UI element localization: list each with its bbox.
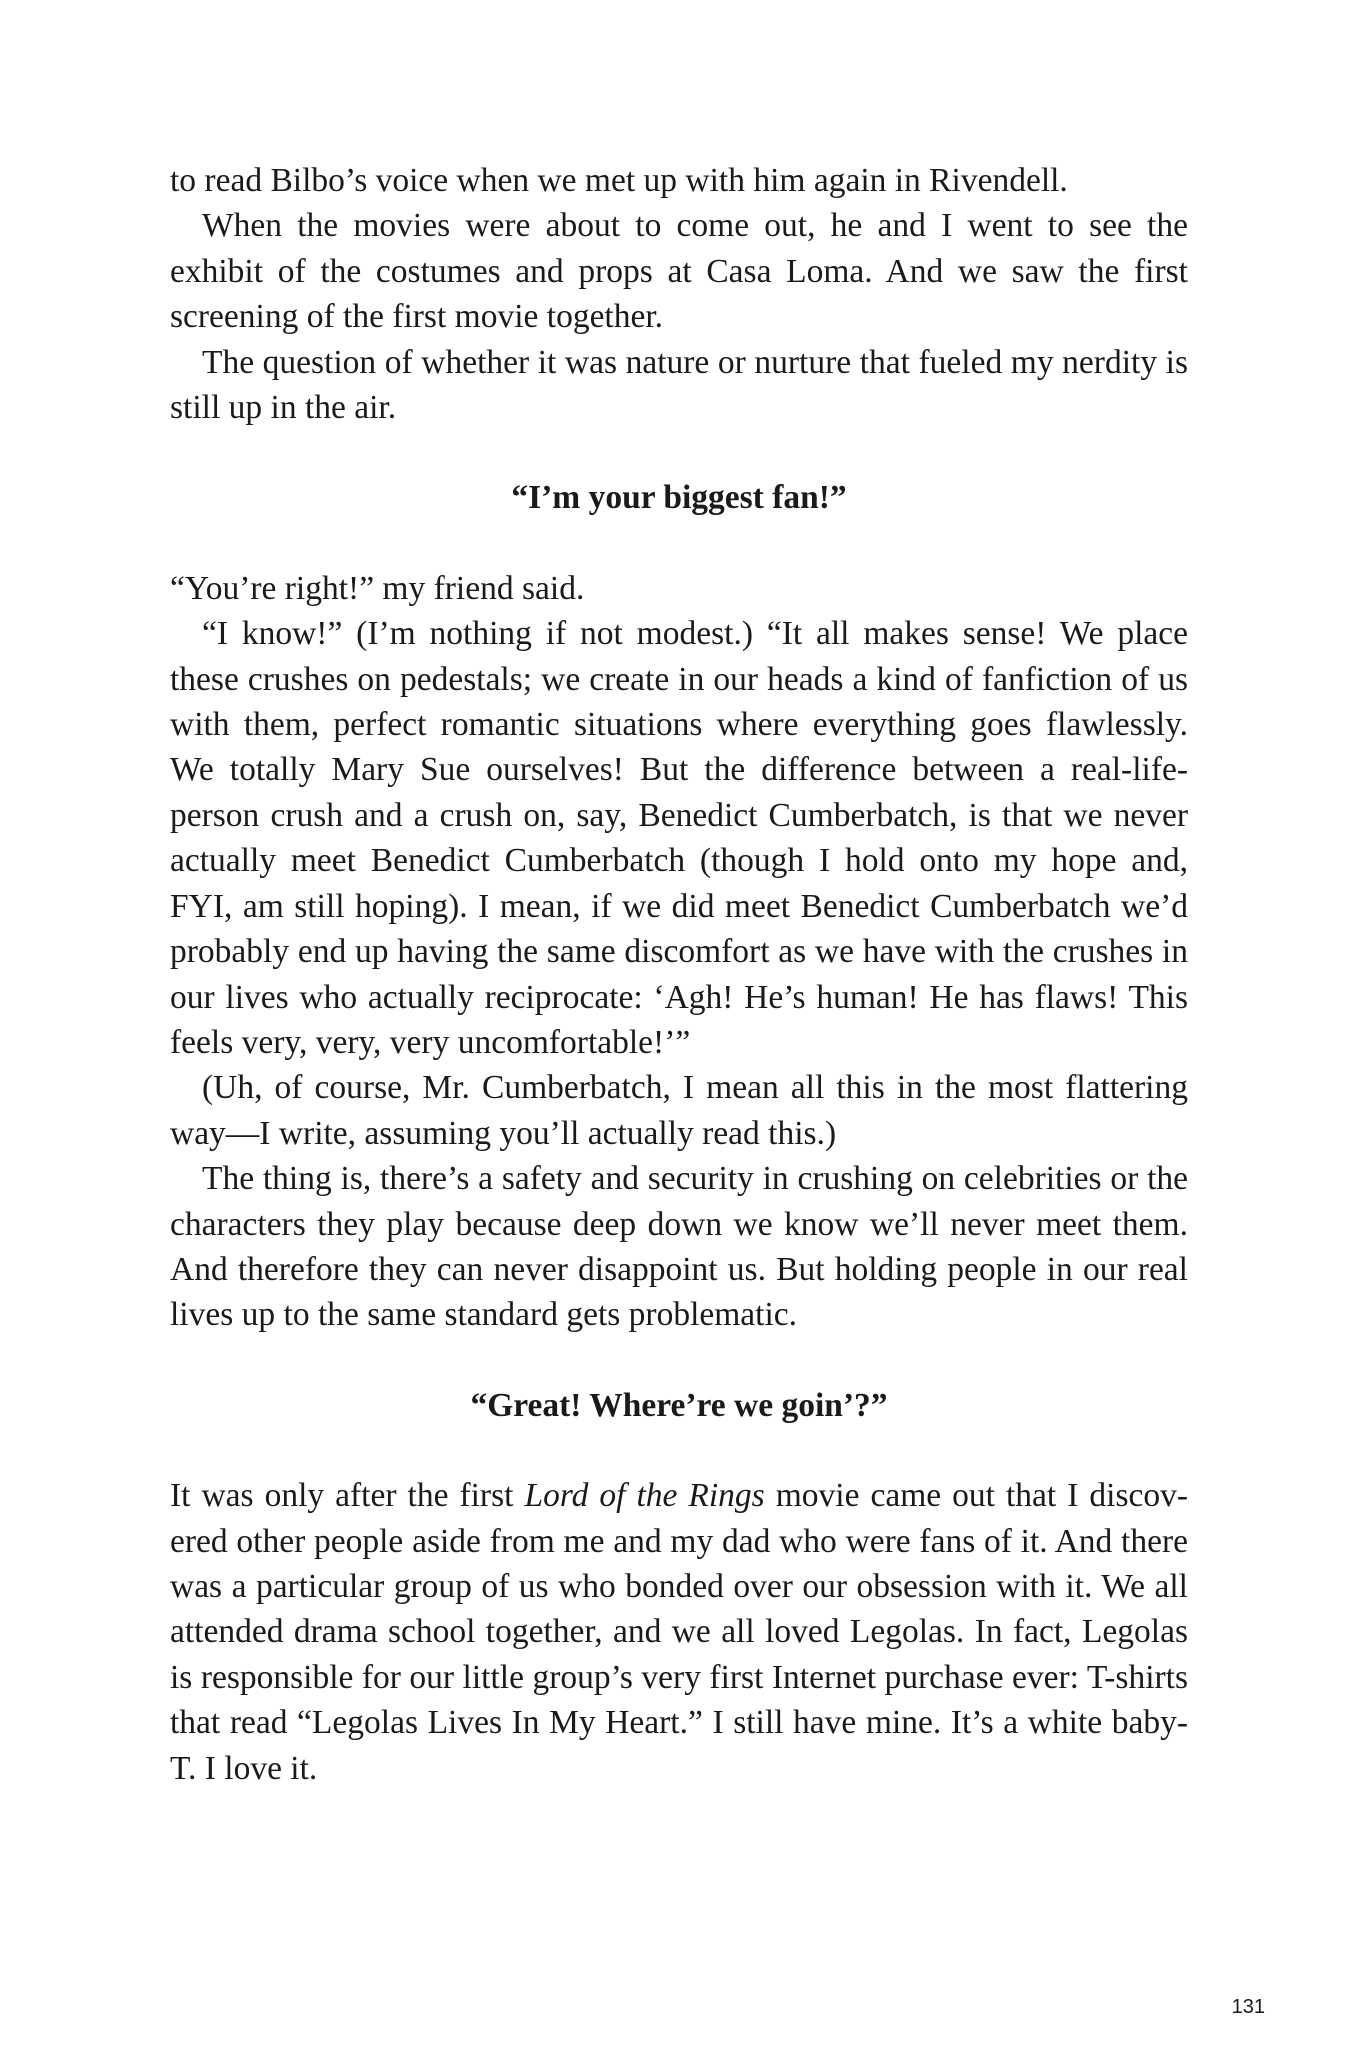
section-heading: “I’m your biggest fan!” (511, 479, 847, 517)
paragraph (170, 1473, 1188, 1791)
page-number: 131 (1231, 1996, 1265, 2018)
paragraph: “You’re right!” my friend said. (170, 569, 585, 607)
section-spacer (170, 1338, 1188, 1383)
book-title: Lord of the Rings (524, 1477, 765, 1515)
paragraph-text: movie came out that I discovered other people aside from me and my dad who were fans of it. And there was a particular group of us who bonded over our obsession with it. We all attended drama school together, and we all loved Legolas. In fact, Legolas is responsible for our little group’s very first Internet purchase ever: T-shirts that read “Legolas Lives In My Heart.” I still have mine. It’s a white baby-T. I love it. (170, 1477, 1189, 1787)
section-spacer (170, 430, 1188, 475)
paragraph: (Uh, of course, Mr. Cumberbatch, I mean all this in the most flattering way—I write, assuming you’ll actually read this.) (170, 1069, 1188, 1152)
paragraph: “I know!” (I’m nothing if not modest.) “It all makes sense! We place these crushes on pedestals; we create in our heads a kind of fanfiction of us with them, perfect romantic situations where everything goes flawlessly. We totally Mary Sue ourselves! But the difference between a real-life-person crush and a crush on, say, Benedict Cumberbatch, is that we never actually meet Benedict Cumberbatch (though I hold onto my hope and, FYI, am still hoping). I mean, if we did meet Benedict Cumberbatch we’d probably end up having the same discomfort as we have with the crushes in our lives who actually reciprocate: ‘Agh! He’s human! He has flaws! This feels very, very, very uncomfortable!’” (170, 615, 1188, 1061)
paragraph: When the movies were about to come out, he and I went to see the exhibit of the costumes and props at Casa Loma. And we saw the first screening of the first movie together. (170, 207, 1188, 336)
section-spacer (170, 521, 1188, 566)
book-page (170, 158, 1188, 1791)
paragraph: The thing is, there’s a safety and security in crushing on celebrities or the characters they play because deep down we know we’ll never meet them. And therefore they can never disappoint us. But holding people in our real lives up to the same standard gets problematic. (170, 1160, 1188, 1334)
paragraph: to read Bilbo’s voice when we met up with him again in Rivendell. (170, 162, 1068, 199)
section-heading: “Great! Where’re we goin’?” (470, 1386, 888, 1424)
paragraph-text: It was only after the first (170, 1477, 525, 1515)
paragraph: The question of whether it was nature or nurture that fueled my nerdity is still up in the air. (170, 343, 1188, 427)
section-spacer (170, 1428, 1188, 1473)
